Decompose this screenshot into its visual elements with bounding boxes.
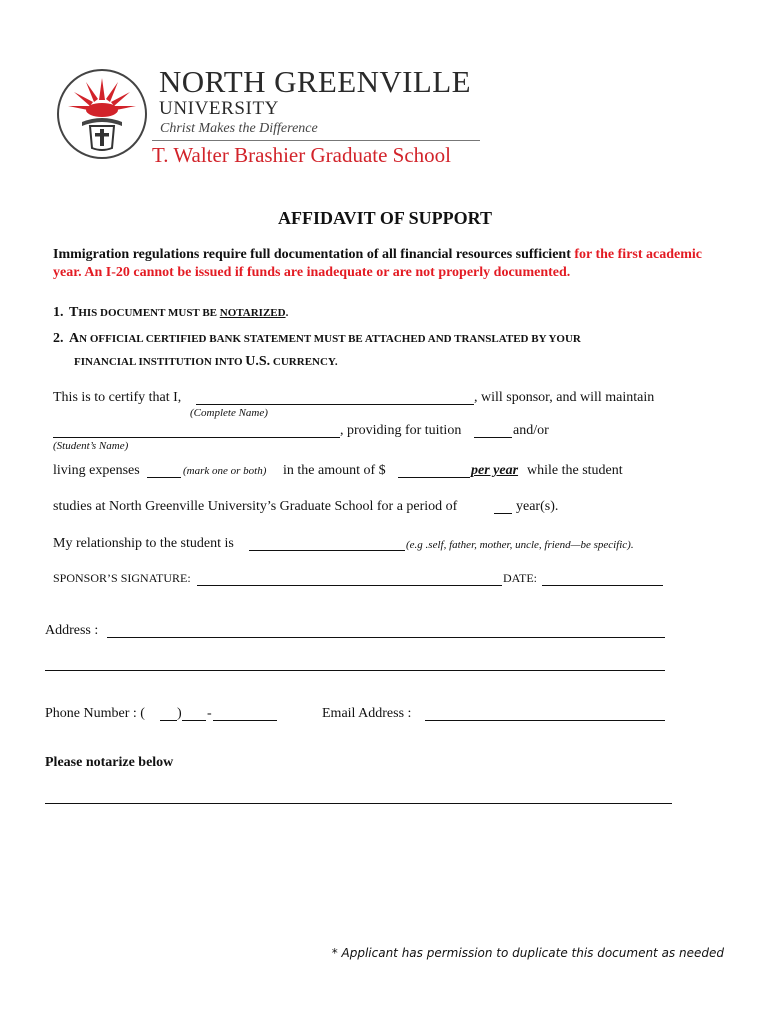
sponsor-name-field[interactable] xyxy=(196,404,474,405)
and-or-text: and/or xyxy=(513,423,549,438)
email-label: Email Address : xyxy=(322,706,412,721)
amount-field[interactable] xyxy=(398,477,470,478)
relationship-hint: (e.g .self, father, mother, uncle, friend—be specific). xyxy=(406,539,634,551)
instruction-1: 1. THIS DOCUMENT MUST BE NOTARIZED. xyxy=(53,305,289,320)
phone-label: Phone Number : ( xyxy=(45,706,145,721)
phone-paren-close: ) xyxy=(177,706,182,721)
header-divider xyxy=(152,140,480,141)
address-label: Address : xyxy=(45,623,99,638)
notary-section-line[interactable] xyxy=(45,803,672,804)
instruction-2: 2. AN OFFICIAL CERTIFIED BANK STATEMENT MUST BE ATTACHED AND TRANSLATED BY YOUR FINANCIAL INSTITUTION INTO U.S. CURRENCY. xyxy=(53,331,581,369)
address-field-line-2[interactable] xyxy=(45,670,665,671)
certify-prefix: This is to certify that I, xyxy=(53,390,182,405)
years-field[interactable] xyxy=(494,513,512,514)
document-title: AFFIDAVIT OF SUPPORT xyxy=(277,208,493,228)
date-label: DATE: xyxy=(503,571,537,585)
university-subtitle: UNIVERSITY xyxy=(159,98,279,119)
per-year-text: per year xyxy=(471,463,519,478)
phone-area-code-field[interactable] xyxy=(160,720,177,721)
notarize-label: Please notarize below xyxy=(45,755,174,770)
graduate-school-name: T. Walter Brashier Graduate School xyxy=(152,143,452,167)
relationship-field[interactable] xyxy=(249,550,405,551)
phone-dash: - xyxy=(207,706,212,721)
phone-prefix-field[interactable] xyxy=(182,720,206,721)
sponsor-signature-label: SPONSOR’S SIGNATURE: xyxy=(53,571,191,585)
intro-text: Immigration regulations require full documentation of all financial resources sufficient xyxy=(53,247,571,262)
complete-name-hint: (Complete Name) xyxy=(190,407,268,419)
living-expenses-mark-field[interactable] xyxy=(147,477,181,478)
email-field[interactable] xyxy=(425,720,665,721)
living-expenses-text: living expenses xyxy=(53,463,140,478)
mark-hint: (mark one or both) xyxy=(183,465,267,477)
university-tagline: Christ Makes the Difference xyxy=(160,121,318,136)
university-name: NORTH GREENVILLE xyxy=(159,64,471,99)
relationship-text: My relationship to the student is xyxy=(53,536,234,551)
studies-text: studies at North Greenville University’s Graduate School for a period of xyxy=(53,499,458,514)
years-text: year(s). xyxy=(516,499,559,514)
student-name-hint: (Student’s Name) xyxy=(53,440,129,452)
phone-line-number-field[interactable] xyxy=(213,720,277,721)
certify-suffix: , will sponsor, and will maintain xyxy=(474,390,655,405)
intro-warning: . An I-20 cannot be issued if funds are inadequate or are not properly documented. xyxy=(78,265,571,280)
intro-highlight: for the first academic year xyxy=(53,247,702,280)
address-field-line-1[interactable] xyxy=(107,637,665,638)
sponsor-signature-field[interactable] xyxy=(197,585,502,586)
university-seal-logo xyxy=(56,68,148,160)
tuition-text: , providing for tuition xyxy=(340,423,462,438)
date-field[interactable] xyxy=(542,585,663,586)
intro-paragraph xyxy=(53,246,713,282)
student-name-field[interactable] xyxy=(53,437,340,438)
tuition-mark-field[interactable] xyxy=(474,437,512,438)
duplicate-permission-note: * Applicant has permission to duplicate this document as needed xyxy=(331,946,724,960)
while-student-text: while the student xyxy=(527,463,623,478)
amount-text: in the amount of $ xyxy=(283,463,386,478)
